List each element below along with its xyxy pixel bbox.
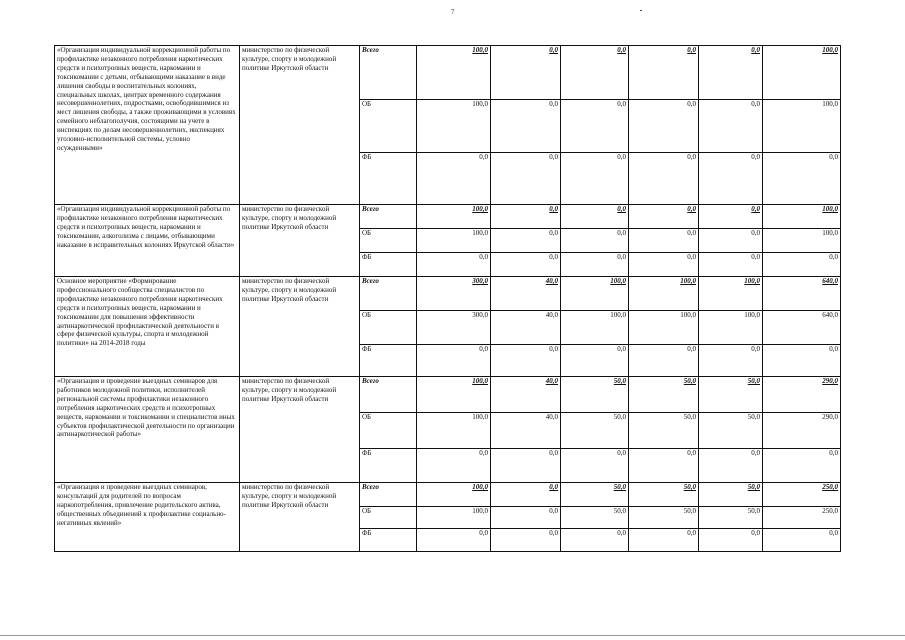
amount-cell: 100,0: [417, 483, 491, 507]
amount-cell: 100,0: [561, 277, 629, 311]
amount-cell: 100,0: [417, 377, 491, 413]
table-row: [55, 277, 841, 311]
funding-source-label: ФБ: [360, 529, 417, 552]
table-row: [55, 483, 841, 507]
amount-cell: 0,0: [763, 529, 841, 552]
budget-table: [54, 45, 841, 552]
amount-cell: 0,0: [699, 345, 763, 377]
amount-cell: 0,0: [561, 205, 629, 229]
amount-cell: 50,0: [629, 507, 699, 529]
amount-cell: 0,0: [561, 345, 629, 377]
amount-cell: 300,0: [417, 277, 491, 311]
executor-cell: министерство по физической культуре, спорту и молодежной политике Иркутской области: [240, 205, 360, 277]
executor-cell: министерство по физической культуре, спорту и молодежной политике Иркутской области: [240, 46, 360, 205]
amount-cell: 0,0: [561, 529, 629, 552]
amount-cell: 0,0: [491, 449, 561, 483]
amount-cell: 0,0: [629, 153, 699, 205]
amount-cell: 290,0: [763, 377, 841, 413]
amount-cell: 250,0: [763, 507, 841, 529]
funding-source-label: ФБ: [360, 345, 417, 377]
amount-cell: 0,0: [417, 153, 491, 205]
amount-cell: 0,0: [699, 229, 763, 253]
table-row: [55, 377, 841, 413]
amount-cell: 0,0: [629, 229, 699, 253]
funding-source-label: Всего: [360, 483, 417, 507]
amount-cell: 0,0: [491, 345, 561, 377]
amount-cell: 0,0: [561, 100, 629, 153]
funding-source-label: Всего: [360, 377, 417, 413]
funding-source-label: ОБ: [360, 100, 417, 153]
funding-source-label: Всего: [360, 46, 417, 100]
amount-cell: 0,0: [561, 153, 629, 205]
amount-cell: 0,0: [629, 449, 699, 483]
amount-cell: 290,0: [763, 413, 841, 449]
amount-cell: 40,0: [491, 277, 561, 311]
amount-cell: 100,0: [561, 311, 629, 345]
amount-cell: 0,0: [491, 529, 561, 552]
amount-cell: 0,0: [417, 529, 491, 552]
amount-cell: 50,0: [561, 413, 629, 449]
amount-cell: 640,0: [763, 311, 841, 345]
amount-cell: 0,0: [561, 253, 629, 277]
amount-cell: 0,0: [417, 345, 491, 377]
amount-cell: 100,0: [417, 100, 491, 153]
amount-cell: 50,0: [699, 483, 763, 507]
funding-source-label: ФБ: [360, 449, 417, 483]
amount-cell: 0,0: [699, 153, 763, 205]
amount-cell: 50,0: [699, 377, 763, 413]
amount-cell: 50,0: [699, 507, 763, 529]
amount-cell: 100,0: [699, 311, 763, 345]
amount-cell: 100,0: [629, 311, 699, 345]
amount-cell: 0,0: [699, 529, 763, 552]
amount-cell: 0,0: [491, 253, 561, 277]
amount-cell: 0,0: [561, 46, 629, 100]
funding-source-label: ФБ: [360, 153, 417, 205]
page-number: 7: [451, 8, 455, 16]
amount-cell: 640,0: [763, 277, 841, 311]
amount-cell: 50,0: [561, 483, 629, 507]
amount-cell: 100,0: [699, 277, 763, 311]
amount-cell: 0,0: [629, 100, 699, 153]
amount-cell: 0,0: [699, 253, 763, 277]
amount-cell: 100,0: [417, 229, 491, 253]
amount-cell: 0,0: [629, 345, 699, 377]
funding-source-label: Всего: [360, 277, 417, 311]
amount-cell: 0,0: [491, 229, 561, 253]
amount-cell: 0,0: [561, 229, 629, 253]
amount-cell: 50,0: [629, 483, 699, 507]
executor-cell: министерство по физической культуре, спорту и молодежной политике Иркутской области: [240, 277, 360, 377]
amount-cell: 100,0: [417, 507, 491, 529]
amount-cell: 0,0: [491, 483, 561, 507]
measure-description: «Организация индивидуальной коррекционной работы по профилактике незаконного потребления наркотических средств и психотропных веществ, наркомании и токсикомании с детьми, отбывающими наказание в виде лишения свободы в воспитательных колониях, специальных школах, центрах временного содержания несовершеннолетних, подростками, освободившимися из мест лишения свободы, а также проживающими в условиях семейного неблагополучия, состоящими на учете в инспекциях по делам несовершеннолетних, инспекциях уголовно-исполнительной системы, условно осужденными»: [55, 46, 240, 205]
amount-cell: 100,0: [417, 413, 491, 449]
measure-description: «Организация и проведение выездных семинаров, консультаций для родителей по вопросам наркопотребления, привлечение родительского актива, общественных объединений к профилактике социально-негативных явлений»: [55, 483, 240, 552]
measure-description: «Организация и проведение выездных семинаров для работников молодежной политики, исполнителей региональной системы профилактики незаконного потребления наркотических средств и психотропных веществ, наркомании и токсикомании и специалистов иных субъектов профилактической деятельности по организации антинаркотической работы»: [55, 377, 240, 483]
amount-cell: 50,0: [699, 413, 763, 449]
amount-cell: 0,0: [491, 205, 561, 229]
funding-source-label: ОБ: [360, 413, 417, 449]
measure-description: Основное мероприятие «Формирование профессионального сообщества специалистов по профилактике незаконного потребления наркотических средств и психотропных веществ, наркомании и токсикомании для повышения эффективности антинаркотической профилактической деятельности в сфере физической культуры, спорта и молодежной политики» на 2014-2018 годы: [55, 277, 240, 377]
amount-cell: 0,0: [763, 345, 841, 377]
amount-cell: 100,0: [417, 205, 491, 229]
funding-source-label: Всего: [360, 205, 417, 229]
funding-source-label: ФБ: [360, 253, 417, 277]
amount-cell: 100,0: [629, 277, 699, 311]
table-row: [55, 205, 841, 229]
amount-cell: 100,0: [417, 46, 491, 100]
amount-cell: 0,0: [763, 449, 841, 483]
amount-cell: 40,0: [491, 377, 561, 413]
amount-cell: 0,0: [699, 449, 763, 483]
amount-cell: 0,0: [491, 507, 561, 529]
amount-cell: 0,0: [629, 46, 699, 100]
amount-cell: 100,0: [763, 100, 841, 153]
funding-source-label: ОБ: [360, 507, 417, 529]
scan-edge: [0, 635, 905, 636]
measure-description: «Организация индивидуальной коррекционной работы по профилактике незаконного потребления наркотических средств и психотропных веществ, наркомании и токсикомании, алкоголизма с лицами, отбывающими наказание в исправительных колониях Иркутской области»: [55, 205, 240, 277]
amount-cell: 100,0: [763, 229, 841, 253]
amount-cell: 50,0: [561, 507, 629, 529]
amount-cell: 0,0: [763, 153, 841, 205]
amount-cell: 0,0: [491, 100, 561, 153]
amount-cell: 0,0: [699, 100, 763, 153]
amount-cell: 300,0: [417, 311, 491, 345]
amount-cell: 0,0: [699, 205, 763, 229]
amount-cell: 50,0: [561, 377, 629, 413]
amount-cell: 0,0: [491, 153, 561, 205]
amount-cell: 0,0: [417, 449, 491, 483]
amount-cell: 0,0: [629, 253, 699, 277]
amount-cell: 100,0: [763, 205, 841, 229]
amount-cell: 0,0: [417, 253, 491, 277]
amount-cell: 0,0: [561, 449, 629, 483]
executor-cell: министерство по физической культуре, спорту и молодежной политике Иркутской области: [240, 377, 360, 483]
table-row: [55, 46, 841, 100]
scan-speck: [640, 10, 642, 11]
amount-cell: 0,0: [699, 46, 763, 100]
amount-cell: 40,0: [491, 311, 561, 345]
amount-cell: 50,0: [629, 413, 699, 449]
amount-cell: 250,0: [763, 483, 841, 507]
amount-cell: 100,0: [763, 46, 841, 100]
executor-cell: министерство по физической культуре, спорту и молодежной политике Иркутской области: [240, 483, 360, 552]
amount-cell: 50,0: [629, 377, 699, 413]
amount-cell: 0,0: [629, 205, 699, 229]
amount-cell: 0,0: [763, 253, 841, 277]
amount-cell: 0,0: [629, 529, 699, 552]
amount-cell: 40,0: [491, 413, 561, 449]
funding-source-label: ОБ: [360, 229, 417, 253]
amount-cell: 0,0: [491, 46, 561, 100]
funding-source-label: ОБ: [360, 311, 417, 345]
